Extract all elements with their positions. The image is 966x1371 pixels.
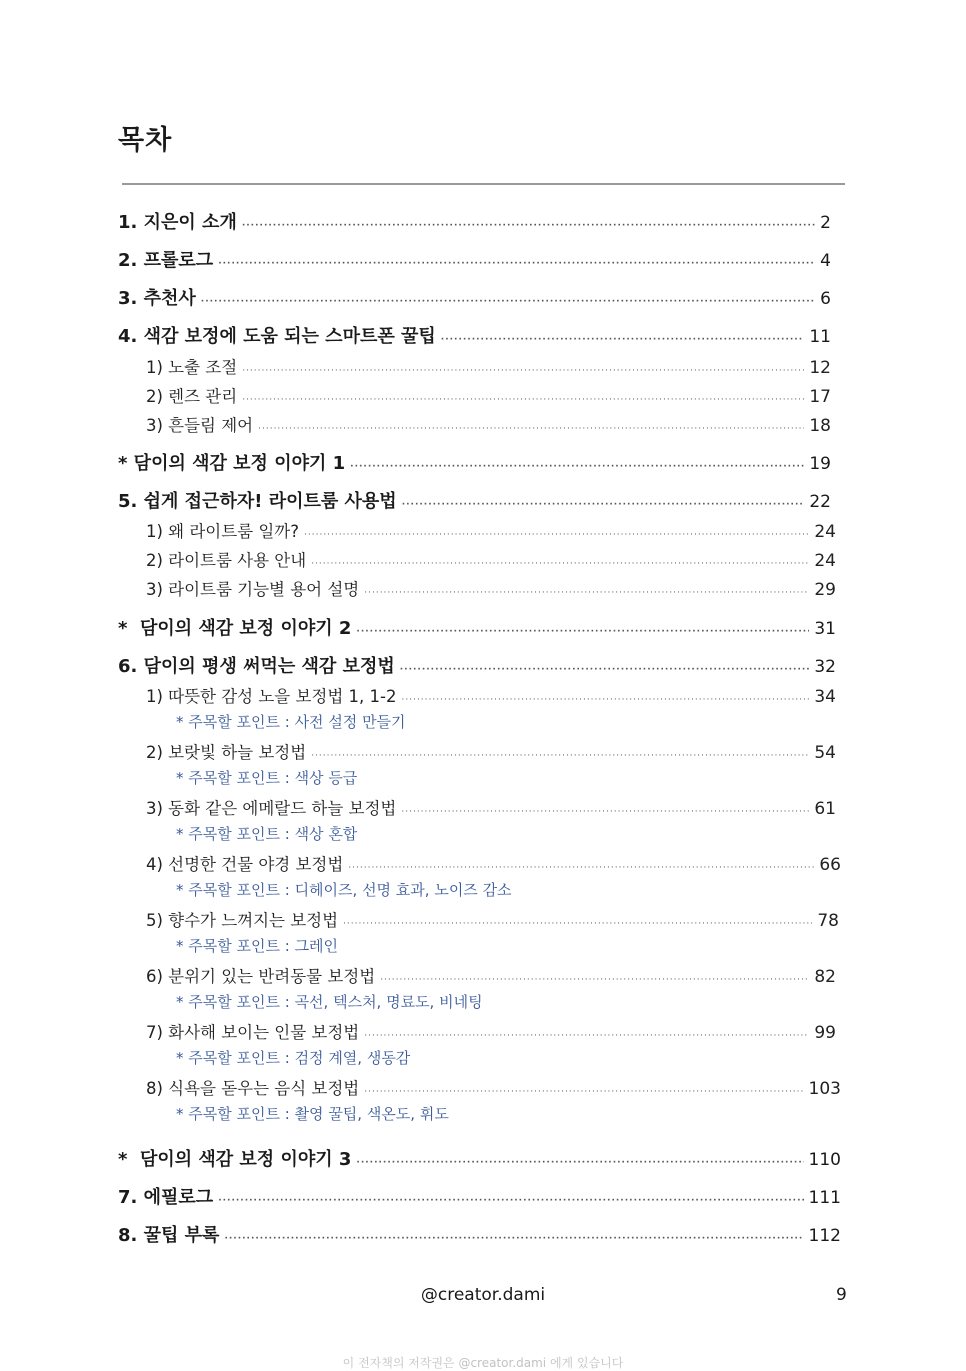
toc-entry-page: 22 — [809, 492, 831, 512]
toc-subentry-page: 54 — [814, 743, 836, 763]
toc-entry-page: 111 — [808, 1188, 841, 1208]
toc-subentry-label: 8) 식욕을 돋우는 음식 보정법 — [146, 1079, 360, 1098]
leader-dots — [364, 1031, 809, 1041]
toc-subentry-label: 7) 화사해 보이는 인물 보정법 — [146, 1023, 360, 1042]
leader-dots — [364, 1087, 803, 1097]
toc-entry[interactable] — [118, 322, 831, 348]
toc-subentry-label: 3) 흔들림 제어 — [146, 416, 254, 435]
leader-dots — [402, 500, 805, 510]
toc-entry-label: 8. 꿀팁 부록 — [118, 1225, 220, 1246]
toc-subentry[interactable] — [146, 547, 836, 571]
toc-entry[interactable] — [118, 246, 831, 272]
toc-entry-page: 2 — [820, 213, 831, 233]
toc-point-note: * 주목할 포인트 : 색상 혼합 — [176, 825, 358, 843]
toc-subentry[interactable] — [146, 851, 841, 875]
footer-page-number: 9 — [836, 1285, 847, 1305]
leader-dots — [343, 919, 812, 929]
leader-dots — [348, 863, 814, 873]
page-title: 목차 — [118, 125, 173, 156]
toc-point-note: * 주목할 포인트 : 디헤이즈, 선명 효과, 노이즈 감소 — [176, 881, 512, 899]
toc-subentry-page: 99 — [814, 1023, 836, 1043]
toc-entry-label: 6. 담이의 평생 써먹는 색감 보정법 — [118, 656, 395, 677]
toc-entry[interactable] — [118, 652, 836, 678]
toc-subentry[interactable] — [146, 1075, 841, 1099]
toc-entry[interactable] — [118, 614, 836, 640]
title-divider — [122, 183, 845, 185]
toc-entry-page: 112 — [808, 1226, 841, 1246]
leader-dots — [400, 665, 810, 675]
toc-subentry-label: 1) 노출 조절 — [146, 358, 238, 377]
toc-subentry[interactable] — [146, 383, 831, 407]
leader-dots — [304, 530, 809, 540]
toc-subentry-page: 82 — [814, 967, 836, 987]
toc-entry-label: * 담이의 색감 보정 이야기 2 — [118, 618, 352, 639]
leader-dots — [201, 297, 815, 307]
toc-entry-page: 4 — [820, 251, 831, 271]
toc-subentry-page: 24 — [814, 522, 836, 542]
toc-subentry-label: 4) 선명한 건물 야경 보정법 — [146, 855, 344, 874]
toc-entry-label: 2. 프롤로그 — [118, 250, 214, 271]
toc-entry-label: 7. 에필로그 — [118, 1187, 214, 1208]
toc-subentry-label: 1) 왜 라이트룸 일까? — [146, 522, 300, 541]
toc-subentry[interactable] — [146, 518, 836, 542]
toc-point-note: * 주목할 포인트 : 촬영 꿀팁, 색온도, 휘도 — [176, 1105, 449, 1123]
toc-entry-label: 3. 추천사 — [118, 288, 196, 309]
toc-point-note: * 주목할 포인트 : 곡선, 텍스처, 명료도, 비네팅 — [176, 993, 483, 1011]
toc-entry[interactable] — [118, 1145, 841, 1171]
toc-entry[interactable] — [118, 1183, 841, 1209]
leader-dots — [258, 424, 804, 434]
leader-dots — [441, 335, 805, 345]
toc-subentry[interactable] — [146, 907, 839, 931]
toc-entry-page: 32 — [814, 657, 836, 677]
copyright-notice: 이 전자책의 저작권은 @creator.dami 에게 있습니다 — [342, 1356, 624, 1370]
toc-point-note: * 주목할 포인트 : 그레인 — [176, 937, 339, 955]
leader-dots — [224, 1234, 803, 1244]
toc-subentry-page: 29 — [814, 580, 836, 600]
toc-entry-label: 5. 쉽게 접근하자! 라이트룸 사용법 — [118, 491, 397, 512]
toc-entry-page: 19 — [809, 454, 831, 474]
toc-subentry-label: 6) 분위기 있는 반려동물 보정법 — [146, 967, 376, 986]
toc-subentry-label: 2) 라이트룸 사용 안내 — [146, 551, 307, 570]
leader-dots — [242, 395, 804, 405]
leader-dots — [218, 259, 815, 269]
toc-point-note: * 주목할 포인트 : 색상 등급 — [176, 769, 358, 787]
toc-entry-page: 6 — [820, 289, 831, 309]
leader-dots — [218, 1196, 803, 1206]
toc-subentry-page: 78 — [817, 911, 839, 931]
toc-entry[interactable] — [118, 208, 831, 234]
toc-subentry-label: 5) 향수가 느껴지는 보정법 — [146, 911, 339, 930]
toc-subentry[interactable] — [146, 963, 836, 987]
toc-subentry-page: 18 — [809, 416, 831, 436]
leader-dots — [356, 627, 809, 637]
leader-dots — [356, 1158, 803, 1168]
toc-subentry[interactable] — [146, 354, 831, 378]
leader-dots — [380, 975, 809, 985]
toc-entry-label: 4. 색감 보정에 도움 되는 스마트폰 꿀팁 — [118, 326, 436, 347]
toc-subentry-label: 3) 동화 같은 에메랄드 하늘 보정법 — [146, 799, 397, 818]
toc-subentry-label: 2) 보랏빛 하늘 보정법 — [146, 743, 307, 762]
leader-dots — [401, 807, 809, 817]
toc-subentry-page: 66 — [819, 855, 841, 875]
footer-author-handle: @creator.dami — [420, 1285, 546, 1305]
toc-subentry[interactable] — [146, 1019, 836, 1043]
toc-subentry[interactable] — [146, 412, 831, 436]
toc-point-note: * 주목할 포인트 : 검정 계열, 생동감 — [176, 1049, 411, 1067]
toc-subentry[interactable] — [146, 683, 836, 707]
toc-subentry-page: 61 — [814, 799, 836, 819]
toc-subentry[interactable] — [146, 795, 836, 819]
toc-subentry-page: 17 — [809, 387, 831, 407]
toc-entry[interactable] — [118, 449, 831, 475]
toc-entry-label: * 담이의 색감 보정 이야기 1 — [118, 453, 346, 474]
toc-subentry-page: 24 — [814, 551, 836, 571]
toc-subentry-label: 1) 따뜻한 감성 노을 보정법 1, 1-2 — [146, 687, 397, 706]
leader-dots — [364, 588, 809, 598]
leader-dots — [242, 221, 815, 231]
toc-subentry-label: 3) 라이트룸 기능별 용어 설명 — [146, 580, 360, 599]
toc-subentry[interactable] — [146, 739, 836, 763]
leader-dots — [402, 695, 810, 705]
leader-dots — [311, 559, 809, 569]
toc-subentry-page: 12 — [809, 358, 831, 378]
toc-subentry[interactable] — [146, 576, 836, 600]
toc-entry[interactable] — [118, 284, 831, 310]
toc-entry[interactable] — [118, 487, 831, 513]
leader-dots — [311, 751, 809, 761]
leader-dots — [350, 462, 804, 472]
leader-dots — [242, 366, 804, 376]
toc-entry-page: 11 — [809, 327, 831, 347]
toc-subentry-page: 34 — [814, 687, 836, 707]
toc-entry-page: 110 — [808, 1150, 841, 1170]
toc-entry[interactable] — [118, 1221, 841, 1247]
toc-entry-page: 31 — [814, 619, 836, 639]
toc-point-note: * 주목할 포인트 : 사전 설정 만들기 — [176, 713, 406, 731]
toc-entry-label: 1. 지은이 소개 — [118, 212, 237, 233]
toc-subentry-page: 103 — [808, 1079, 841, 1099]
toc-subentry-label: 2) 렌즈 관리 — [146, 387, 238, 406]
toc-entry-label: * 담이의 색감 보정 이야기 3 — [118, 1149, 352, 1170]
